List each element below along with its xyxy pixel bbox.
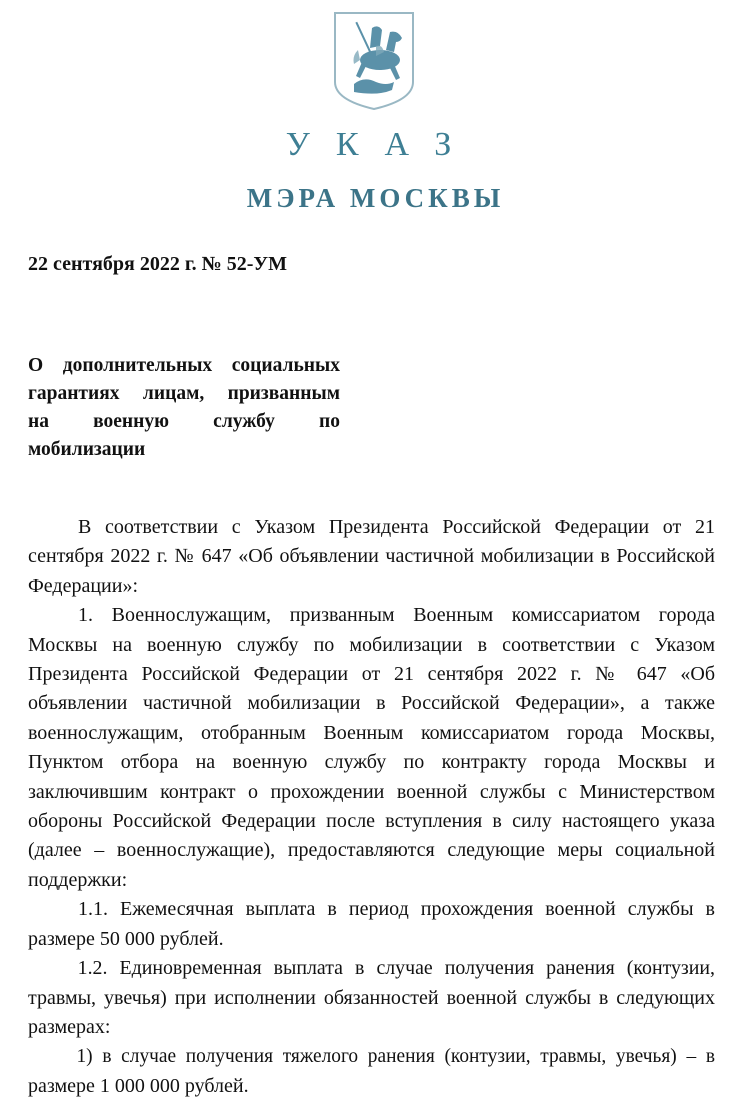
body-line: сентября 2022 г. № 647 «Об объявлении частичной мобилизации в Российской — [28, 545, 715, 568]
body-line: 1.2. Единовременная выплата в случае получения ранения (контузии, — [77, 957, 716, 980]
body-line: травмы, увечья) при исполнении обязанностей военной службы в следующих — [28, 986, 715, 1009]
body-line: Президента Российской Федерации от 21 сентября 2022 г. № 647 «Об — [28, 663, 715, 686]
preamble-paragraph — [28, 513, 715, 601]
moscow-coat-of-arms-emblem — [332, 10, 416, 112]
body-line: объявлении частичной мобилизации в Российской Федерации», а также — [28, 692, 715, 715]
date-and-number: 22 сентября 2022 г. № 52-УМ — [28, 253, 287, 275]
item-1-1-paragraph — [28, 895, 715, 954]
body-line: Москвы на военную службу по мобилизации в соответствии с Указом — [28, 633, 715, 656]
body-line: 1.1. Ежемесячная выплата в период прохождения военной службы в — [78, 898, 715, 921]
document-type-heading: УКАЗ — [285, 126, 478, 163]
subject-line: гарантиях лицам, призванным — [28, 383, 340, 404]
subject-line: О дополнительных социальных — [28, 355, 340, 376]
subject-line: на военную службу по — [28, 411, 340, 432]
body-line: размерах: — [28, 1015, 111, 1038]
item-1-paragraph — [28, 601, 715, 895]
decree-subject — [28, 352, 340, 464]
subitem-1-paragraph — [28, 1042, 715, 1101]
body-line: В соответствии с Указом Президента Российской Федерации от 21 — [78, 516, 715, 538]
body-line: (далее – военнослужащие), предоставляются следующие меры социальной — [28, 839, 715, 862]
decree-body — [28, 513, 715, 1101]
body-line: военнослужащим, отобранным Военным комиссариатом города Москвы, — [28, 721, 715, 744]
body-line: обороны Российской Федерации после вступления в силу настоящего указа — [28, 810, 715, 833]
issuer-heading: МЭРА МОСКВЫ — [246, 183, 505, 213]
body-line: поддержки: — [28, 868, 128, 891]
body-line: размере 1 000 000 рублей. — [28, 1074, 249, 1097]
body-line: Пунктом отбора на военную службу по контракту города Москвы и — [28, 751, 715, 774]
body-line: 1) в случае получения тяжелого ранения (контузии, травмы, увечья) – в — [76, 1045, 716, 1068]
item-1-2-paragraph — [28, 954, 715, 1042]
body-line: 1. Военнослужащим, призванным Военным комиссариатом города — [78, 604, 715, 627]
subject-line: мобилизации — [28, 439, 146, 460]
body-line: размере 50 000 рублей. — [28, 927, 224, 950]
body-line: Федерации»: — [28, 574, 139, 597]
body-line: заключившим контракт о прохождении военной службы с Министерством — [28, 780, 715, 803]
